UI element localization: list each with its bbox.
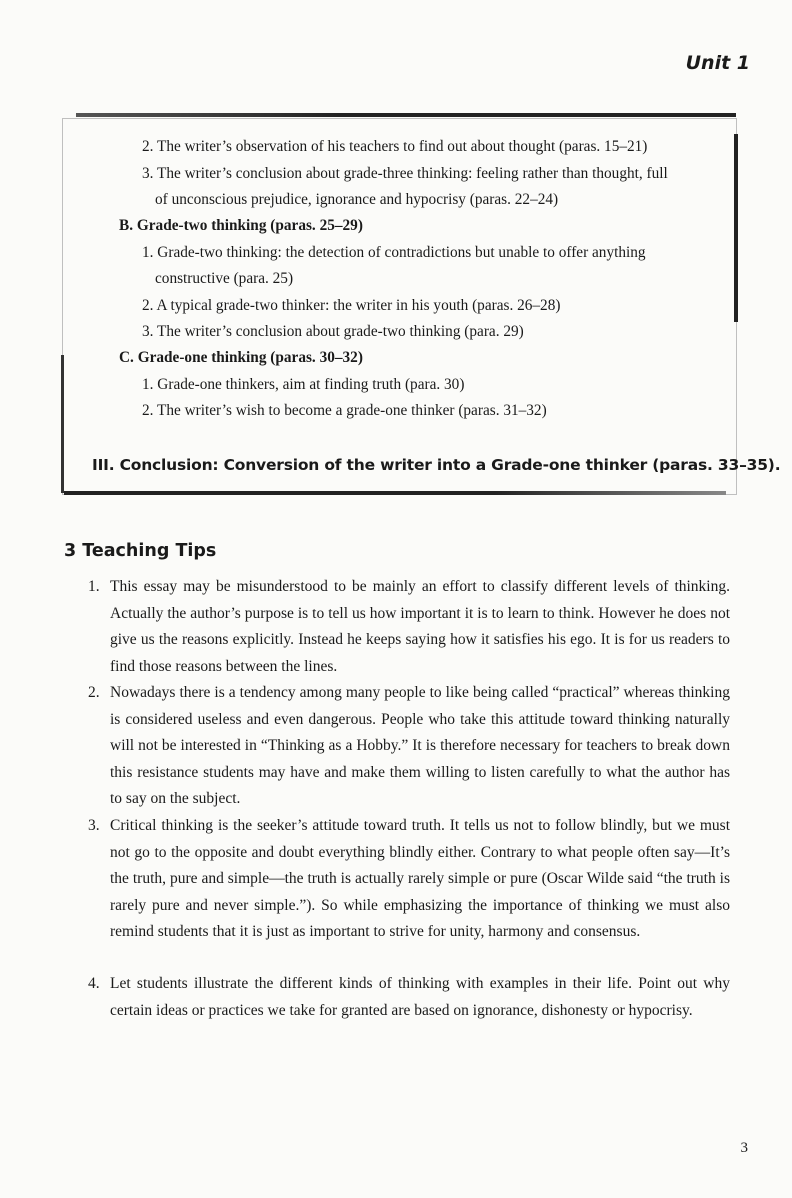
outline-heading-b: B. Grade-two thinking (paras. 25–29) bbox=[119, 217, 363, 234]
outline-item-c1: 1. Grade-one thinkers, aim at finding truth (para. 30) bbox=[142, 376, 465, 393]
outline-item-b1: 1. Grade-two thinking: the detection of contradictions but unable to offer anything bbox=[142, 244, 646, 261]
tip-number-2: 2. bbox=[88, 684, 100, 701]
section-title: 3 Teaching Tips bbox=[64, 541, 217, 561]
outline-item-a2: 2. The writer’s observation of his teachers to find out about thought (paras. 15–21) bbox=[142, 138, 648, 155]
outline-item-b3: 3. The writer’s conclusion about grade-two thinking (para. 29) bbox=[142, 323, 524, 340]
outline-box-right-bar bbox=[734, 134, 738, 322]
tip-number-4: 4. bbox=[88, 975, 100, 992]
tip-number-3: 3. bbox=[88, 817, 100, 834]
outline-box-left-bar bbox=[61, 355, 64, 493]
outline-box-top-bar bbox=[76, 113, 736, 117]
outline-item-c2: 2. The writer’s wish to become a grade-one thinker (paras. 31–32) bbox=[142, 402, 547, 419]
tip-text-1: This essay may be misunderstood to be mainly an effort to classify different levels of thinking. Actually the author’s purpose is to tell us how important it is to learn to think. However he does not give us the reasons explicitly. Instead he keeps saying how it satisfies his ego. It is for us readers to find those reasons between the lines. bbox=[110, 578, 730, 675]
tip-number-1: 1. bbox=[88, 578, 100, 595]
outline-item-a3-continued: of unconscious prejudice, ignorance and hypocrisy (paras. 22–24) bbox=[155, 191, 559, 208]
page-number: 3 bbox=[740, 1140, 748, 1156]
tip-text-3: Critical thinking is the seeker’s attitude toward truth. It tells us not to follow blindly, but we must not go to the opposite and doubt everything blindly either. Contrary to what people often say—It’s the truth, pure and simple—the truth is actually rarely simple or pure (Oscar Wilde said “the truth is rarely pure and never simple.”). So while emphasizing the importance of thinking we must also remind students that it is just as important to strive for unity, harmony and consensus. bbox=[110, 817, 730, 941]
outline-conclusion: III. Conclusion: Conversion of the writer into a Grade-one thinker (paras. 33–35). bbox=[92, 456, 781, 474]
outline-item-b2: 2. A typical grade-two thinker: the writer in his youth (paras. 26–28) bbox=[142, 297, 561, 314]
unit-label: Unit 1 bbox=[685, 52, 750, 74]
outline-item-b1-continued: constructive (para. 25) bbox=[155, 270, 294, 287]
outline-box-bottom-bar bbox=[64, 491, 726, 495]
outline-item-a3: 3. The writer’s conclusion about grade-three thinking: feeling rather than thought, full bbox=[142, 165, 668, 182]
tip-text-4: Let students illustrate the different kinds of thinking with examples in their life. Point out why certain ideas or practices we take for granted are based on ignorance, dishonesty or hypocrisy. bbox=[110, 975, 730, 1019]
outline-heading-c: C. Grade-one thinking (paras. 30–32) bbox=[119, 349, 363, 366]
tip-text-2: Nowadays there is a tendency among many people to like being called “practical” whereas thinking is considered useless and even dangerous. People who take this attitude toward thinking naturally will not be interested in “Thinking as a Hobby.” It is therefore necessary for teachers to break down this resistance students may have and make them willing to listen carefully to what the author has to say on the subject. bbox=[110, 684, 730, 808]
